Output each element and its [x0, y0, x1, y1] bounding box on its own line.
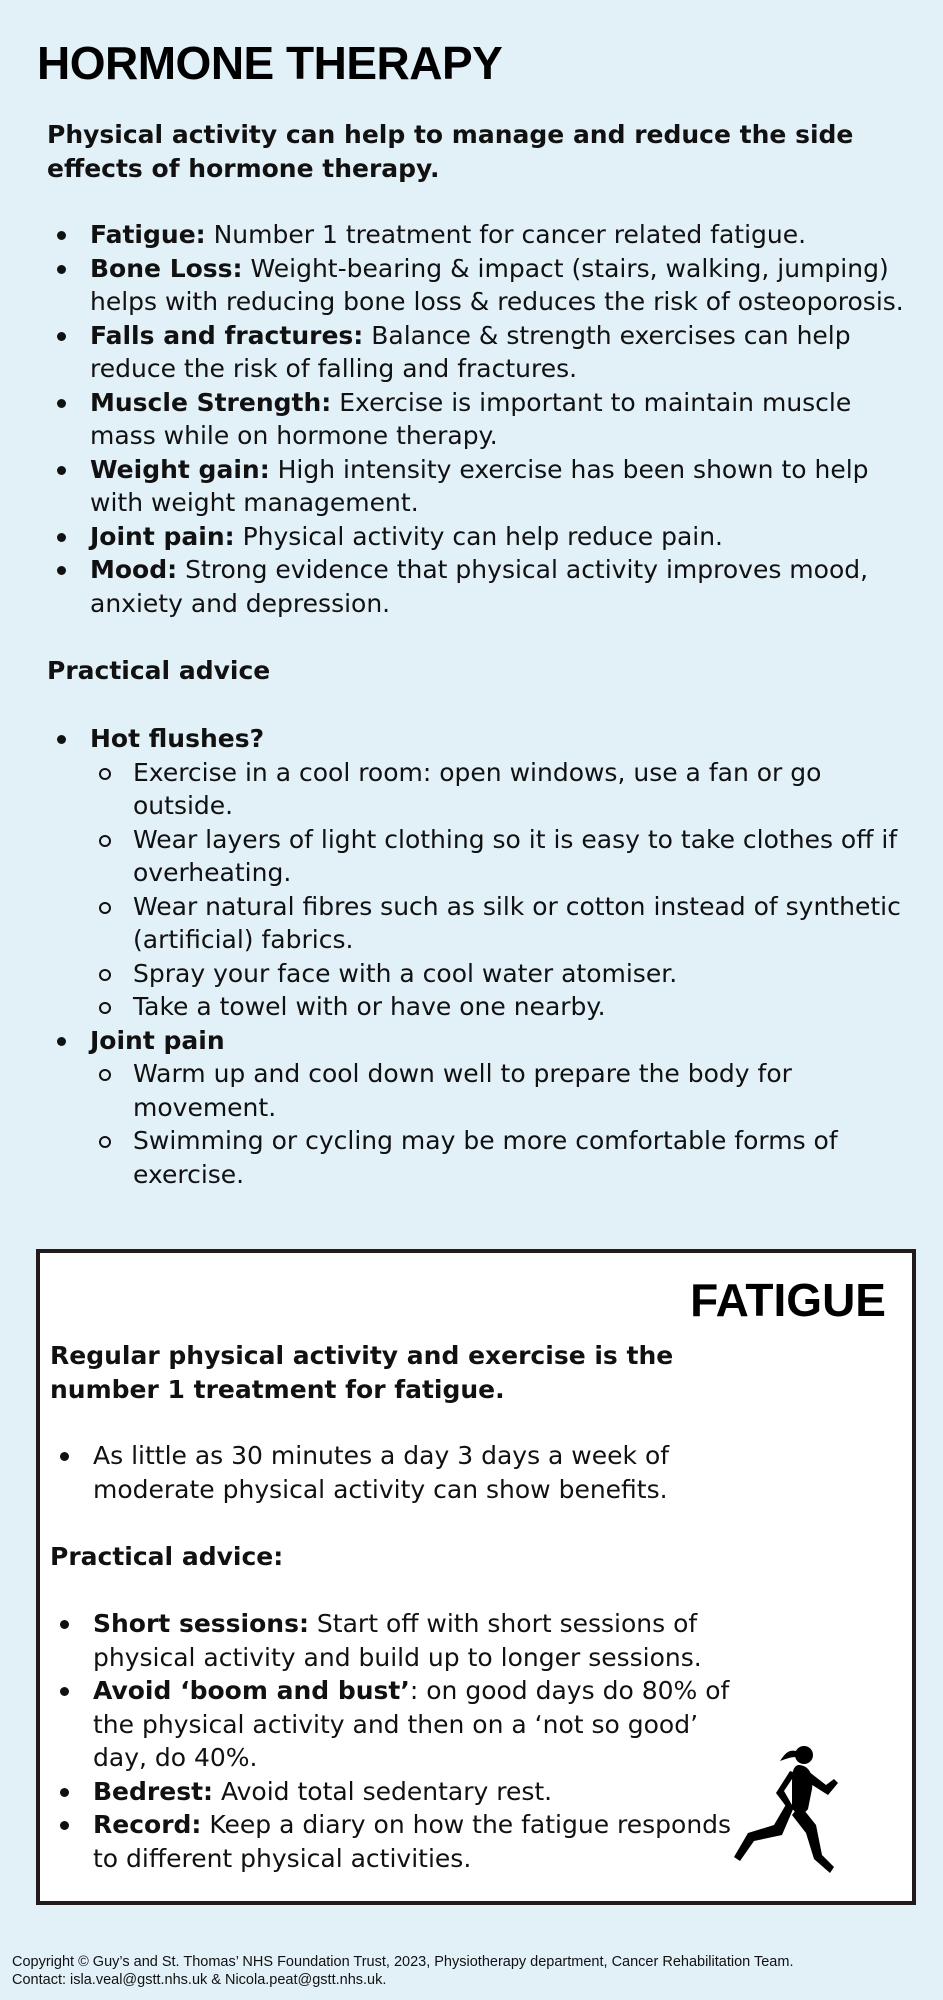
list-item	[47, 722, 917, 1024]
fatigue-advice-heading: Practical advice:	[50, 1542, 284, 1571]
list-item: Weight gain: High intensity exercise has been shown to help with weight management.	[47, 453, 917, 520]
copyright-line: Copyright © Guy’s and St. Thomas’ NHS Foundation Trust, 2023, Physiotherapy department, Cancer Rehabilitation Team.	[12, 1954, 794, 1970]
list-item: Bedrest: Avoid total sedentary rest.	[50, 1775, 750, 1809]
fatigue-benefit-list	[50, 1439, 750, 1506]
list-item: Muscle Strength: Exercise is important to maintain muscle mass while on hormone therapy.	[47, 386, 917, 453]
hot-flushes-label: Hot flushes?	[90, 724, 265, 753]
practical-advice-list	[47, 722, 917, 1191]
sub-list-item: Wear natural fibres such as silk or cotton instead of synthetic (artificial) fabrics.	[90, 890, 917, 957]
list-item: Record: Keep a diary on how the fatigue responds to different physical activities.	[50, 1808, 750, 1875]
list-item: Bone Loss: Weight-bearing & impact (stairs, walking, jumping) helps with reducing bone loss & reduces the risk of osteoporosis.	[47, 252, 917, 319]
list-item: Short sessions: Start off with short sessions of physical activity and build up to longer sessions.	[50, 1607, 750, 1674]
sub-list-item: Spray your face with a cool water atomiser.	[90, 957, 917, 991]
sub-list-item: Exercise in a cool room: open windows, use a fan or go outside.	[90, 756, 917, 823]
sub-list-item: Take a towel with or have one nearby.	[90, 990, 917, 1024]
runner-icon	[734, 1743, 864, 1883]
list-item: Avoid ‘boom and bust’: on good days do 80% of the physical activity and then on a ‘not so good’ day, do 40%.	[50, 1674, 750, 1775]
list-item: As little as 30 minutes a day 3 days a week of moderate physical activity can show benefits.	[50, 1439, 750, 1506]
contact-line: Contact: isla.veal@gstt.nhs.uk & Nicola.peat@gstt.nhs.uk.	[12, 1972, 387, 1988]
list-item: Falls and fractures: Balance & strength exercises can help reduce the risk of falling and fractures.	[47, 319, 917, 386]
fatigue-title: FATIGUE	[690, 1274, 886, 1326]
list-item: Fatigue: Number 1 treatment for cancer related fatigue.	[47, 218, 917, 252]
hormone-intro: Physical activity can help to manage and reduce the side effects of hormone therapy.	[47, 120, 854, 183]
fatigue-advice-list	[50, 1607, 750, 1875]
practical-advice-heading: Practical advice	[47, 656, 271, 685]
fatigue-box	[36, 1249, 916, 1905]
page-title: HORMONE THERAPY	[37, 37, 503, 89]
joint-pain-label: Joint pain	[90, 1025, 225, 1055]
joint-pain-sublist	[90, 1057, 917, 1191]
hot-flushes-sublist	[90, 756, 917, 1024]
sub-list-item: Swimming or cycling may be more comfortable forms of exercise.	[90, 1124, 917, 1191]
list-item	[47, 1024, 917, 1192]
sub-list-item: Wear layers of light clothing so it is easy to take clothes off if overheating.	[90, 823, 917, 890]
fatigue-intro: Regular physical activity and exercise is the number 1 treatment for fatigue.	[50, 1341, 674, 1404]
side-effects-list	[47, 218, 917, 620]
list-item: Mood: Strong evidence that physical activity improves mood, anxiety and depression.	[47, 553, 917, 620]
sub-list-item: Warm up and cool down well to prepare the body for movement.	[90, 1057, 917, 1124]
footer	[12, 1953, 932, 1989]
list-item: Joint pain: Physical activity can help reduce pain.	[47, 520, 917, 554]
